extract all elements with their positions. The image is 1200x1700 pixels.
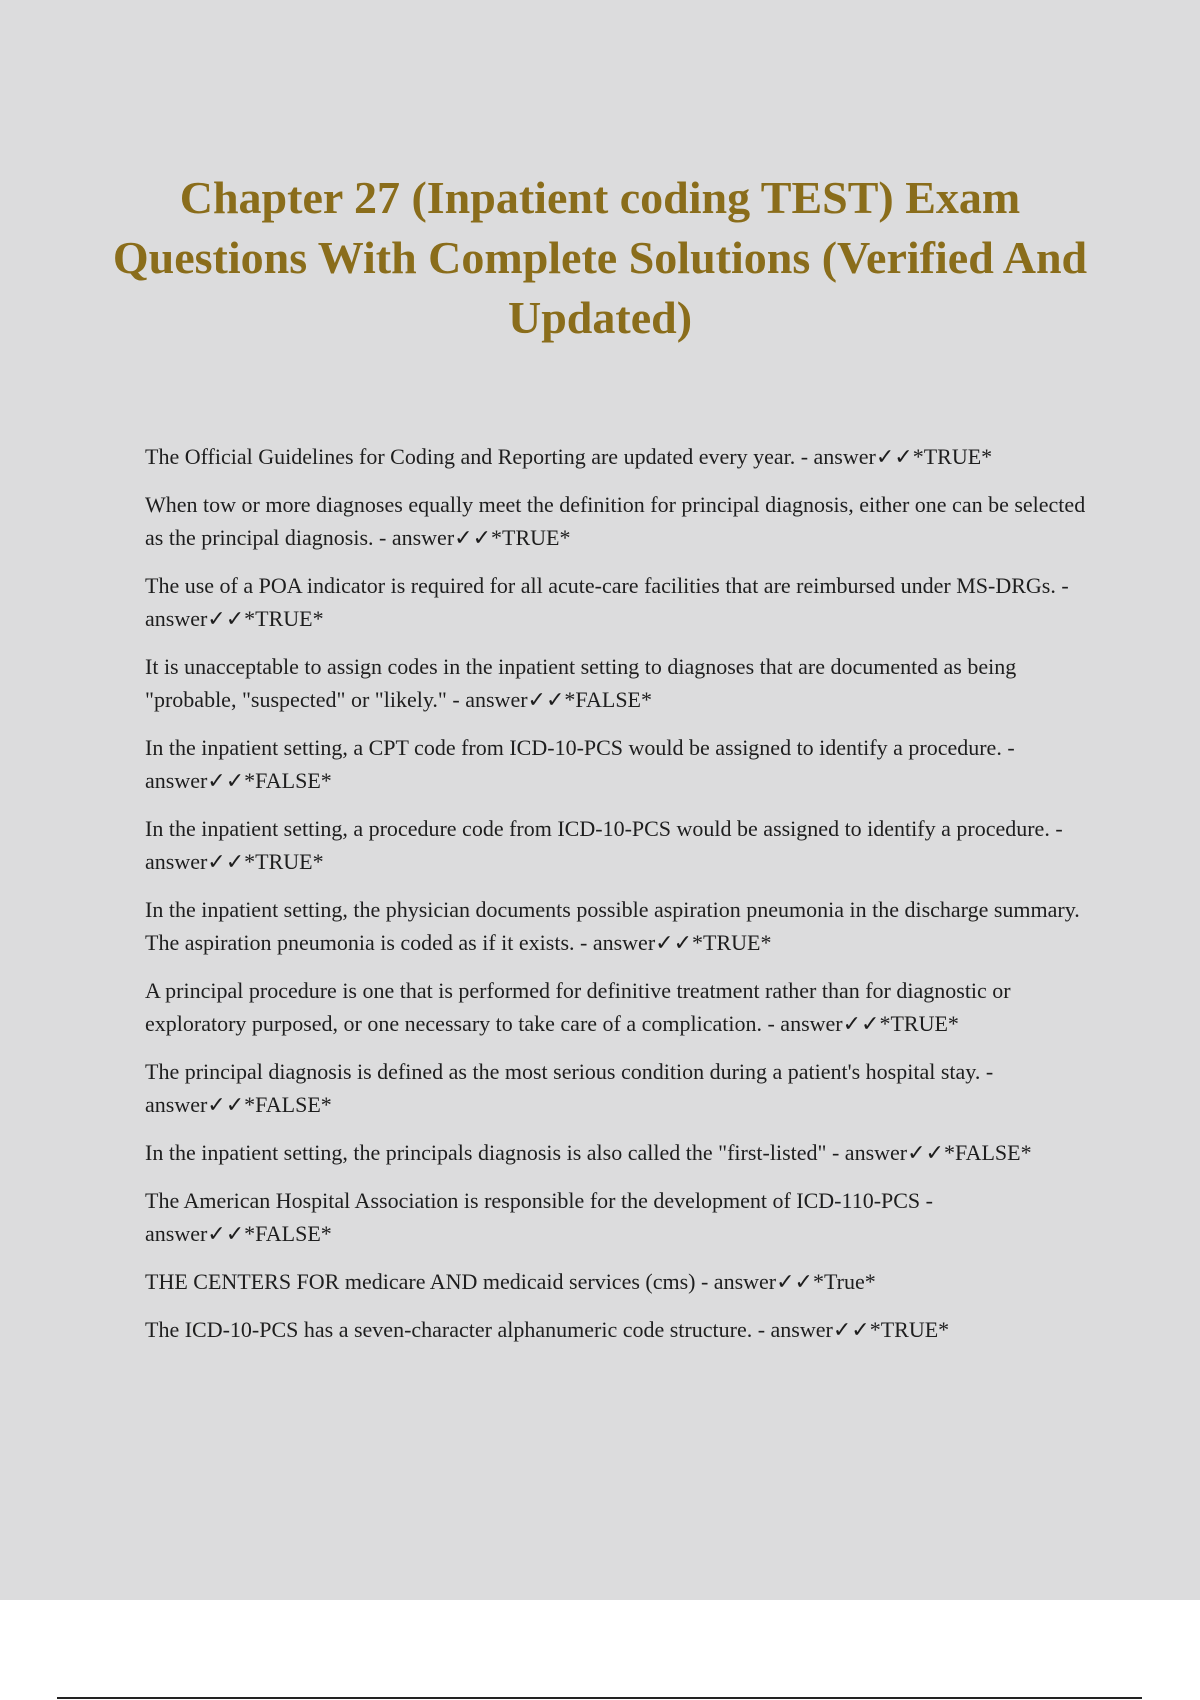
question-item: In the inpatient setting, a CPT code from ICD-10-PCS would be assigned to identify a procedure. - answer✓✓*FALSE* <box>145 735 1015 793</box>
question-item: It is unacceptable to assign codes in the inpatient setting to diagnoses that are documented as being "probable, "suspected" or "likely." - answer✓✓*FALSE* <box>145 654 1017 712</box>
question-item: A principal procedure is one that is performed for definitive treatment rather than for diagnostic or exploratory purposed, or one necessary to take care of a complication. - answer✓✓*TRUE* <box>145 978 1011 1036</box>
question-item: THE CENTERS FOR medicare AND medicaid services (cms) - answer✓✓*True* <box>145 1269 876 1294</box>
question-item: The ICD-10-PCS has a seven-character alphanumeric code structure. - answer✓✓*TRUE* <box>145 1317 950 1342</box>
question-item: When tow or more diagnoses equally meet the definition for principal diagnosis, either one can be selected as the principal diagnosis. - answer✓✓*TRUE* <box>145 492 1086 550</box>
question-item: In the inpatient setting, the physician documents possible aspiration pneumonia in the discharge summary. The aspiration pneumonia is coded as if it exists. - answer✓✓*TRUE* <box>145 897 1080 955</box>
question-item: The use of a POA indicator is required for all acute-care facilities that are reimbursed under MS-DRGs. - answer✓✓*TRUE* <box>145 573 1069 631</box>
question-item: The principal diagnosis is defined as the most serious condition during a patient's hospital stay. - answer✓✓*FALSE* <box>145 1059 994 1117</box>
question-item: In the inpatient setting, a procedure code from ICD-10-PCS would be assigned to identify a procedure. - answer✓✓*TRUE* <box>145 816 1063 874</box>
question-list <box>145 440 1090 1361</box>
footer-divider <box>57 1697 1142 1699</box>
question-item: The Official Guidelines for Coding and Reporting are updated every year. - answer✓✓*TRUE* <box>145 444 993 469</box>
question-item: The American Hospital Association is responsible for the development of ICD-110-PCS - answer✓✓*FALSE* <box>145 1188 933 1246</box>
question-item: In the inpatient setting, the principals diagnosis is also called the "first-listed" - answer✓✓*FALSE* <box>145 1140 1032 1165</box>
document-title: Chapter 27 (Inpatient coding TEST) Exam Questions With Complete Solutions (Verified And Updated) <box>112 172 1088 343</box>
